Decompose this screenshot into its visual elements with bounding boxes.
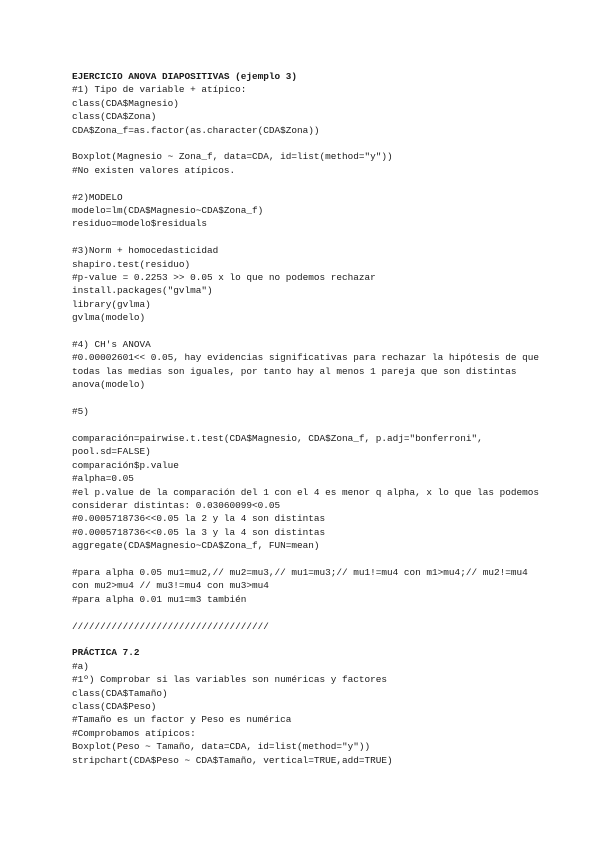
code-line: #Tamaño es un factor y Peso es numérica	[72, 714, 292, 726]
code-line: #p-value = 0.2253 >> 0.05 x lo que no podemos rechazar	[72, 272, 376, 284]
document-title: EJERCICIO ANOVA DIAPOSITIVAS (ejemplo 3)	[72, 71, 298, 82]
section-alpha-conclusions	[72, 566, 542, 606]
blank-line	[72, 325, 542, 338]
blank-line	[72, 137, 542, 150]
section-normality	[72, 244, 542, 324]
section-modelo	[72, 191, 542, 231]
blank-line	[72, 177, 542, 190]
code-line: #No existen valores atípicos.	[72, 164, 236, 176]
practice-heading: PRÁCTICA 7.2	[72, 647, 140, 659]
blank-line	[72, 606, 542, 619]
code-line: anova(modelo)	[72, 379, 146, 391]
code-line: #1º) Comprobar si las variables son numéricas y factores	[72, 674, 388, 686]
code-line: CDA$Zona_f=as.factor(as.character(CDA$Zona))	[72, 124, 320, 136]
code-line: aggregate(CDA$Magnesio~CDA$Zona_f, FUN=mean)	[72, 540, 320, 552]
code-line: class(CDA$Tamaño)	[72, 687, 168, 699]
blank-line	[72, 633, 542, 646]
code-line: Boxplot(Magnesio ~ Zona_f, data=CDA, id=list(method="y"))	[72, 151, 393, 163]
code-line: #0.0005718736<<0.05 la 3 y la 4 son distintas	[72, 526, 326, 538]
code-line: #3)Norm + homocedasticidad	[72, 245, 219, 257]
code-line: #el p.value de la comparación del 1 con el 4 es menor q alpha, x lo que las podemos considerar distintas: 0.03060099<0.05	[72, 486, 545, 511]
section-practica	[72, 646, 542, 767]
code-line: residuo=modelo$residuals	[72, 218, 208, 230]
code-line: Boxplot(Peso ~ Tamaño, data=CDA, id=list(method="y"))	[72, 741, 371, 753]
code-line: #1) Tipo de variable + atípico:	[72, 84, 247, 96]
blank-line	[72, 392, 542, 405]
blank-line	[72, 231, 542, 244]
blank-line	[72, 418, 542, 431]
code-line: library(gvlma)	[72, 298, 151, 310]
code-line: #0.0005718736<<0.05 la 2 y la 4 son distintas	[72, 513, 326, 525]
code-line: #4) CH's ANOVA	[72, 339, 151, 351]
code-line: #0.00002601<< 0.05, hay evidencias significativas para rechazar la hipótesis de que todas las medias son iguales, por tanto hay al menos 1 pareja que son distintas	[72, 352, 545, 377]
code-line: #5)	[72, 406, 89, 418]
code-line: modelo=lm(CDA$Magnesio~CDA$Zona_f)	[72, 205, 264, 217]
code-line: comparación$p.value	[72, 459, 179, 471]
code-line: class(CDA$Magnesio)	[72, 97, 179, 109]
code-line: #para alpha 0.01 mu1=m3 también	[72, 593, 247, 605]
section-variable-type	[72, 83, 542, 137]
section-boxplot	[72, 150, 542, 177]
r-script-text	[72, 70, 545, 767]
section-separator	[72, 620, 542, 633]
code-line: #2)MODELO	[72, 191, 123, 203]
code-line: #Comprobamos atípicos:	[72, 727, 196, 739]
separator-line: ///////////////////////////////////	[72, 620, 269, 632]
code-line: #alpha=0.05	[72, 473, 134, 485]
code-line: class(CDA$Peso)	[72, 700, 157, 712]
code-line: install.packages("gvlma")	[72, 285, 213, 297]
blank-line	[72, 553, 542, 566]
code-line: comparación=pairwise.t.test(CDA$Magnesio, CDA$Zona_f, p.adj="bonferroni", pool.sd=FALSE)	[72, 432, 489, 458]
section-comparacion	[72, 432, 545, 553]
section-five	[72, 405, 542, 418]
code-line: gvlma(modelo)	[72, 312, 146, 324]
code-line: #a)	[72, 660, 89, 672]
code-line: #para alpha 0.05 mu1=mu2,// mu2=mu3,// mu1=mu3;// mu1!=mu4 con m1>mu4;// mu2!=mu4 con mu2>mu4 // mu3!=mu4 con mu3>mu4	[72, 566, 534, 592]
code-line: class(CDA$Zona)	[72, 111, 157, 123]
section-anova	[72, 338, 545, 392]
code-line: shapiro.test(residuo)	[72, 258, 191, 270]
code-line: stripchart(CDA$Peso ~ CDA$Tamaño, vertical=TRUE,add=TRUE)	[72, 754, 393, 766]
